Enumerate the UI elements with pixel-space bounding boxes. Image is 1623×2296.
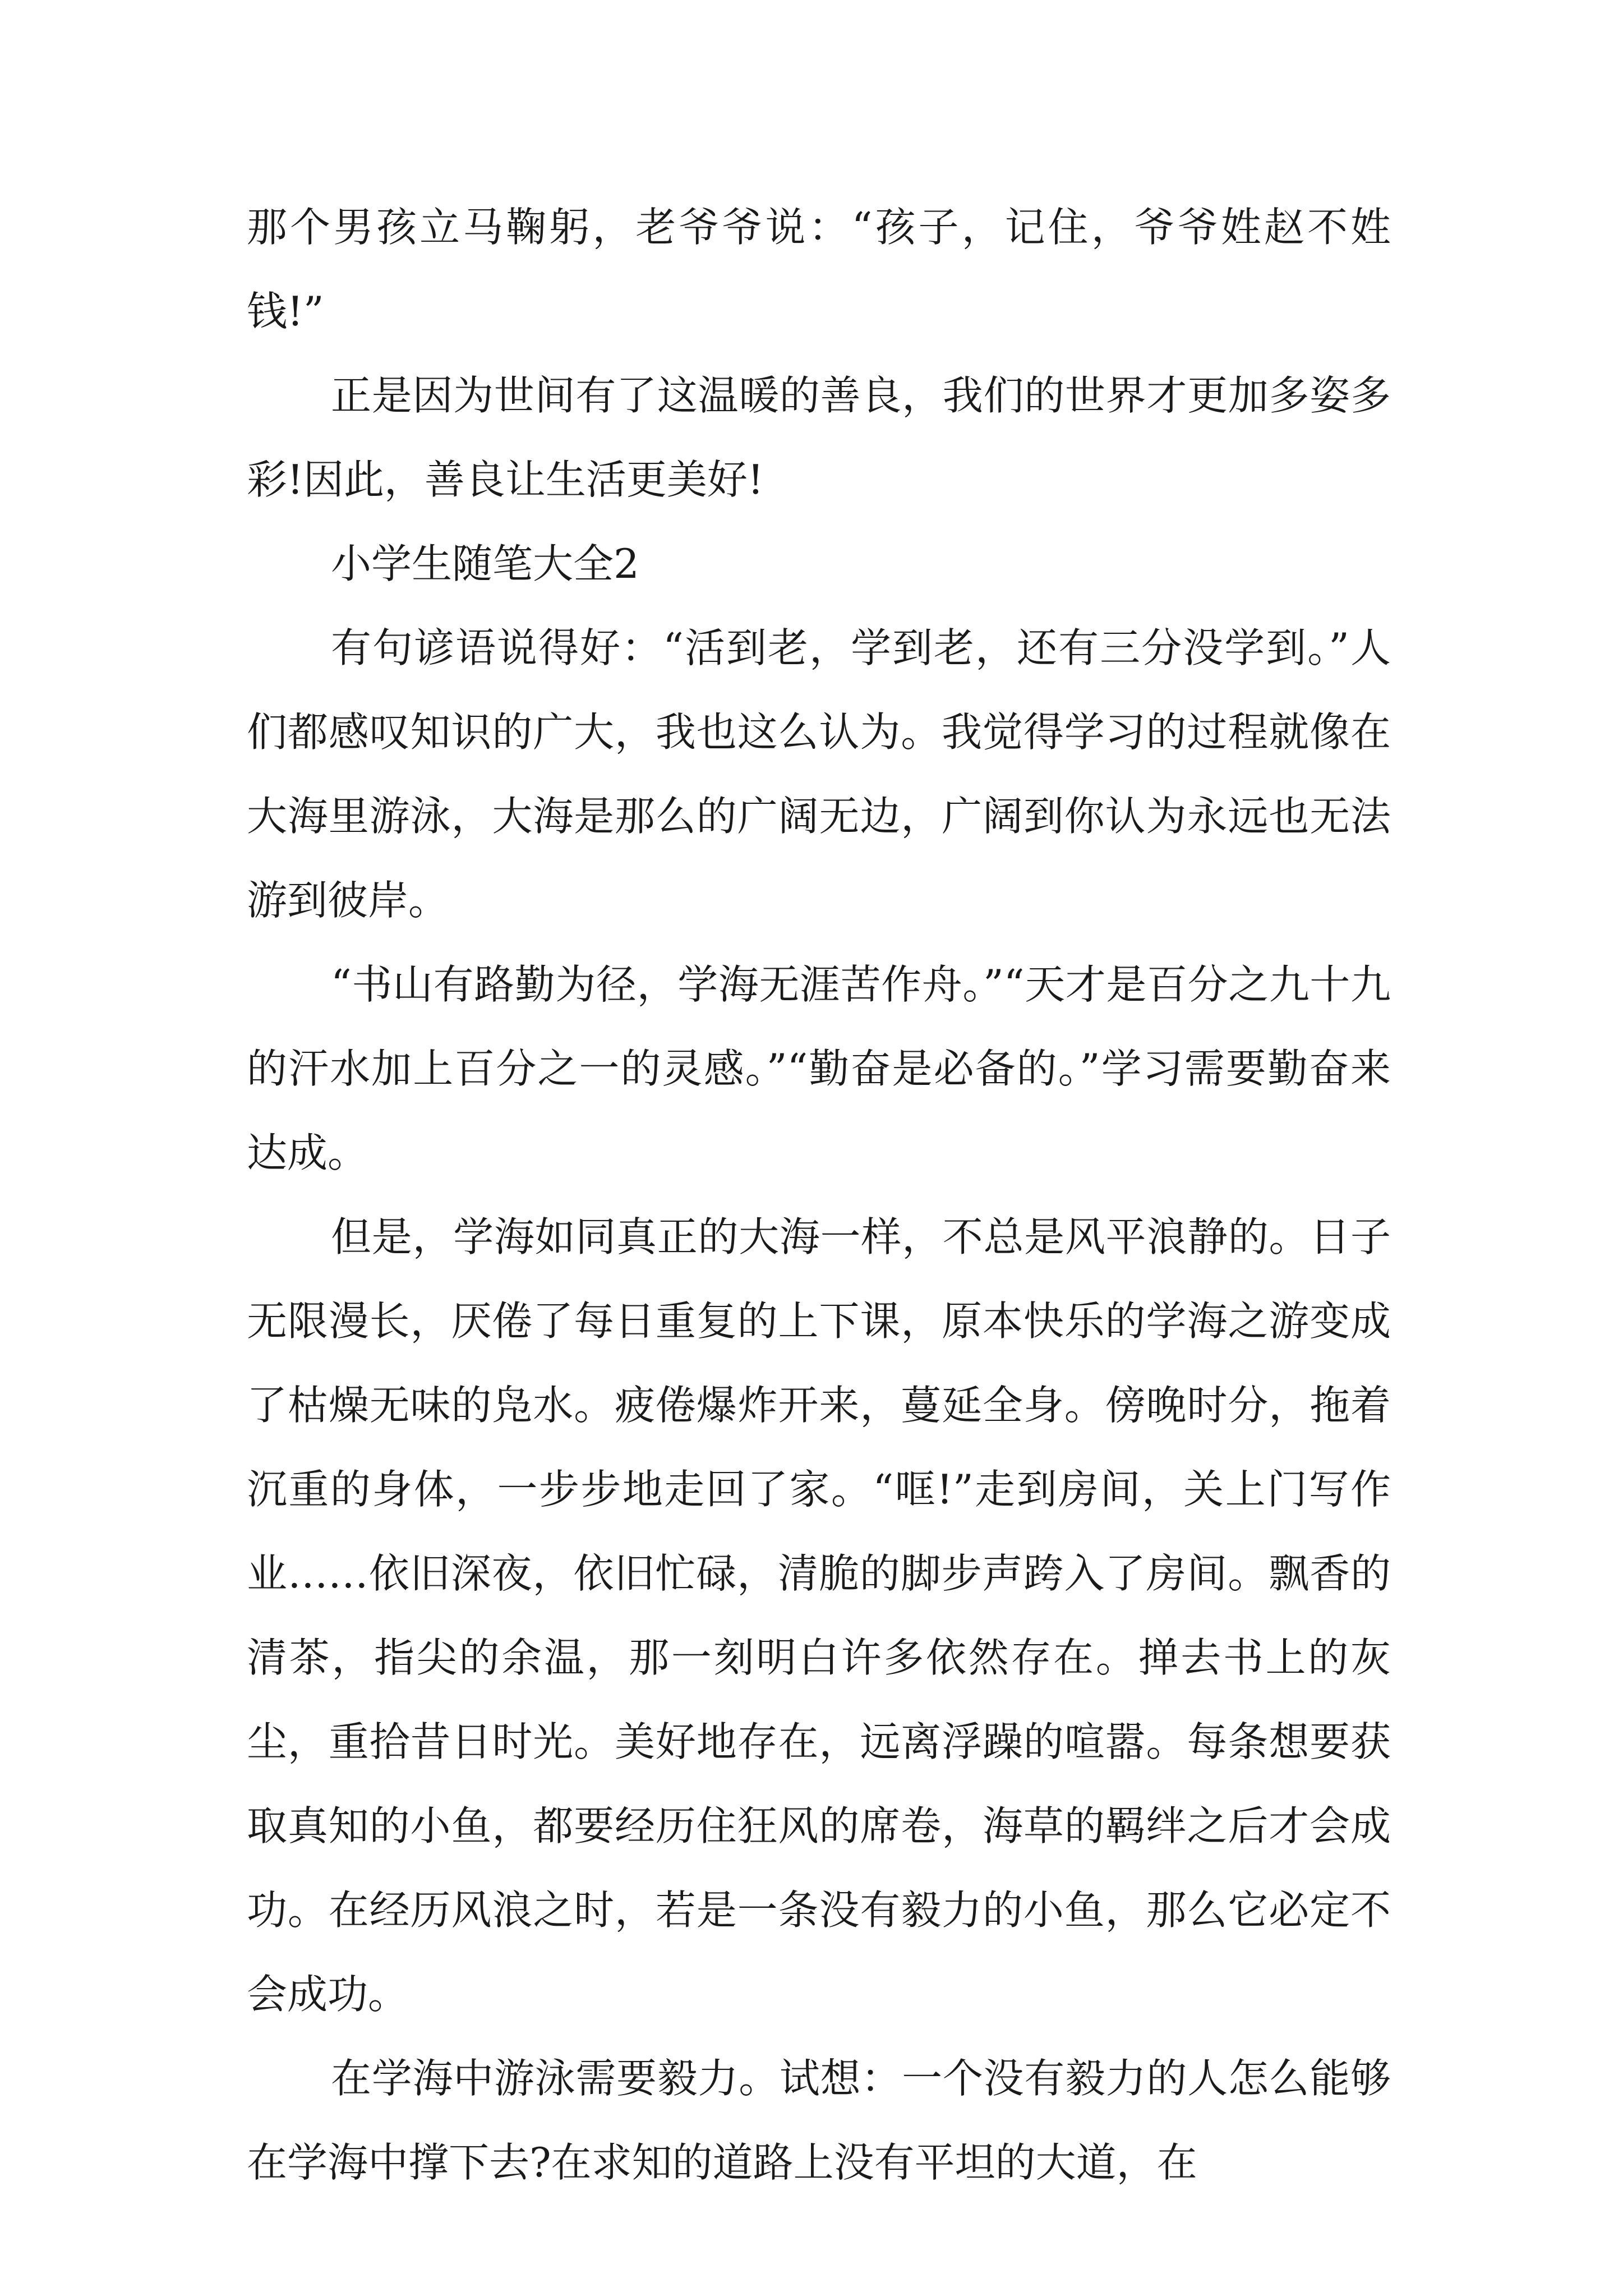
section-heading: 小学生随笔大全2 (331, 540, 639, 587)
paragraph-perseverance: 在学海中游泳需要毅力。试想：一个没有毅力的人怎么能够在学海中撑下去?在求知的道路上没有平坦的大道，在 (247, 2055, 1391, 2186)
paragraph-proverb: 有句谚语说得好：“活到老，学到老，还有三分没学到。”人们都感叹知识的广大，我也这么认为。我觉得学习的过程就像在大海里游泳，大海是那么的广阔无边，广阔到你认为永远也无法游到彼岸。 (247, 624, 1391, 924)
paragraph-quotes: “书山有路勤为径，学海无涯苦作舟。”“天才是百分之九十九的汗水加上百分之一的灵感。”“勤奋是必备的。”学习需要勤奋来达成。 (247, 961, 1391, 1176)
paragraph-conclusion: 正是因为世间有了这温暖的善良，我们的世界才更加多姿多彩!因此，善良让生活更美好! (247, 372, 1391, 503)
paragraph-study-sea: 但是，学海如同真正的大海一样，不总是风平浪静的。日子无限漫长，厌倦了每日重复的上下课，原本快乐的学海之游变成了枯燥无味的凫水。疲倦爆炸开来，蔓延全身。傍晚时分，拖着沉重的身体，一步步地走回了家。“哐!”走到房间，关上门写作业……依旧深夜，依旧忙碌，清脆的脚步声跨入了房间。飘香的清茶，指尖的余温，那一刻明白许多依然存在。掸去书上的灰尘，重拾昔日时光。美好地存在，远离浮躁的喧嚣。每条想要获取真知的小鱼，都要经历住狂风的席卷，海草的羁绊之后才会成功。在经历风浪之时，若是一条没有毅力的小鱼，那么它必定不会成功。 (247, 1213, 1391, 2018)
paragraph-story-ending: 那个男孩立马鞠躬，老爷爷说：“孩子，记住，爷爷姓赵不姓钱!” (247, 204, 1391, 335)
document-body (247, 185, 1391, 2205)
